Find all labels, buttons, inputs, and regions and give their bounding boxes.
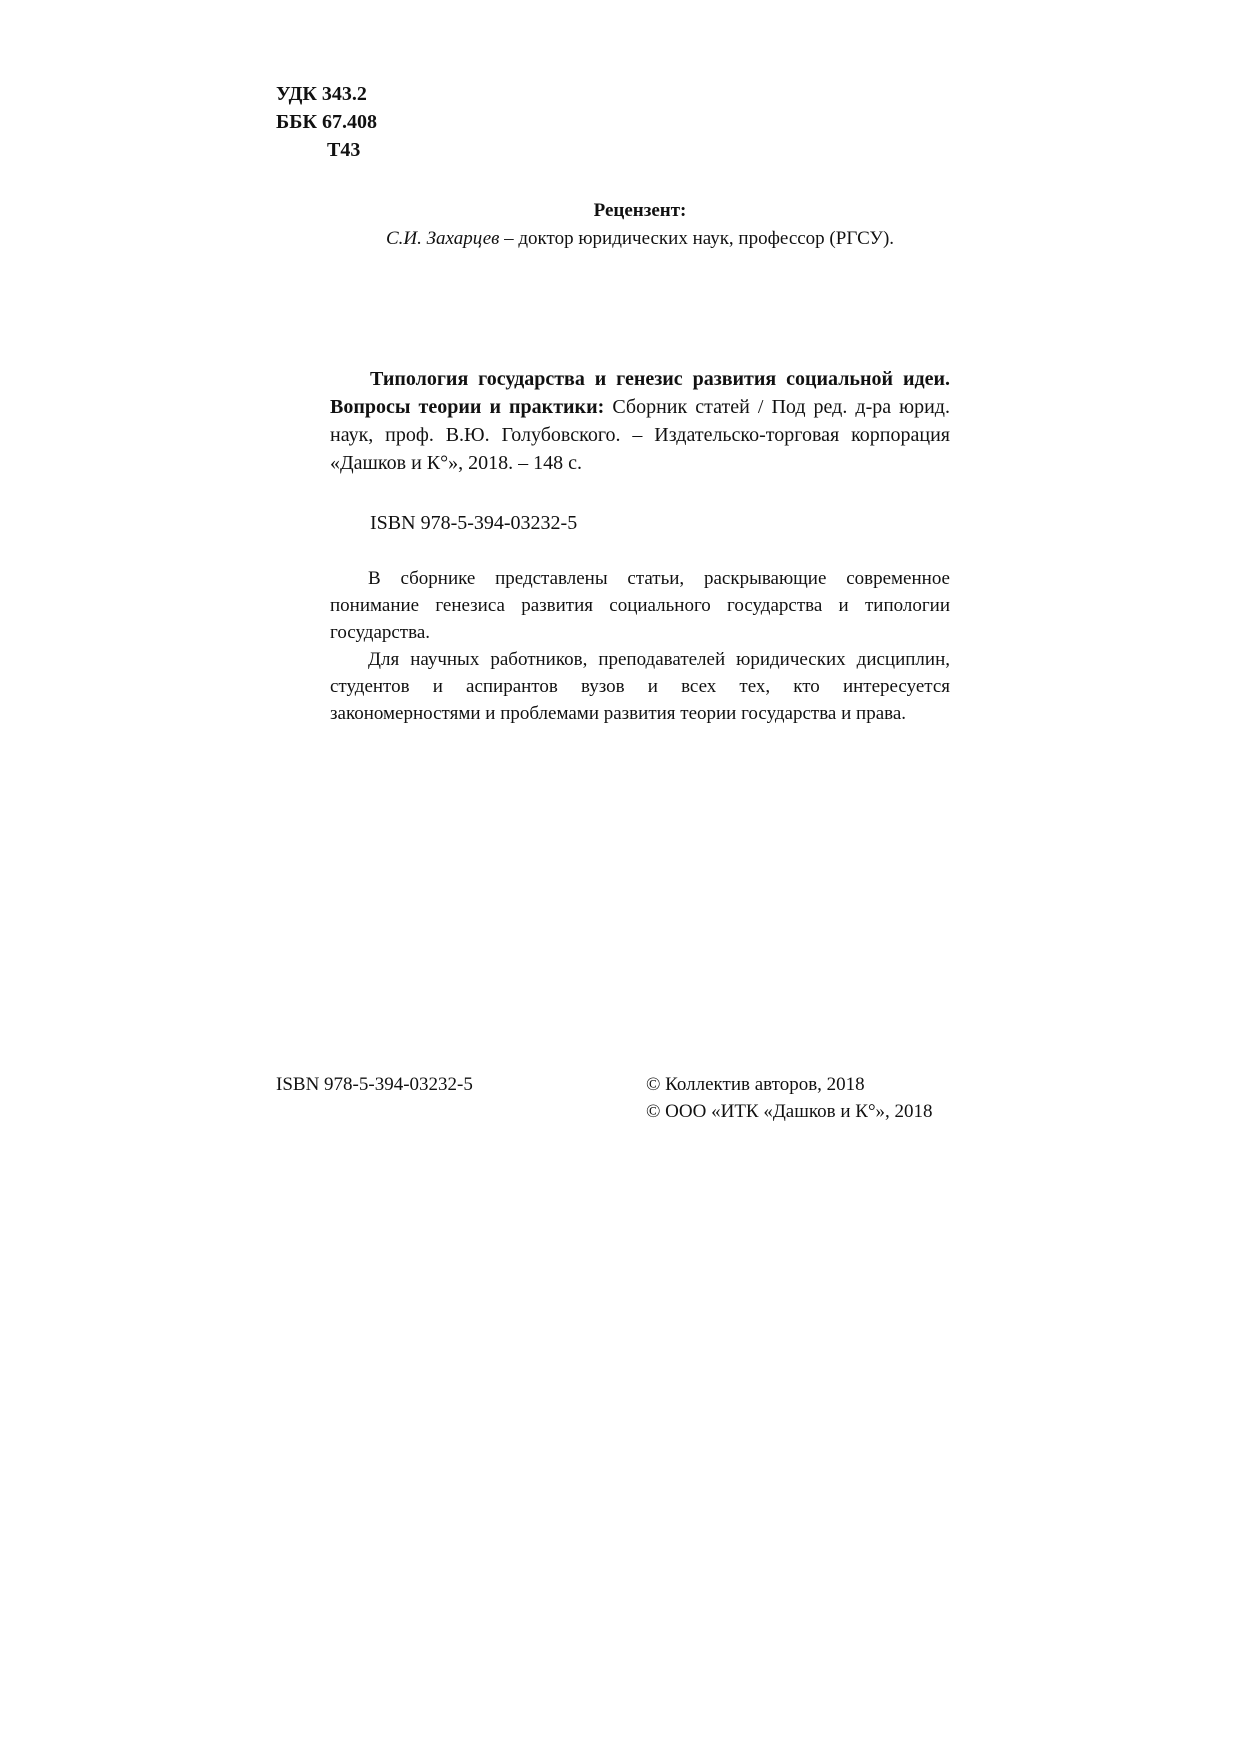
reviewer-name: С.И. Захарцев [385,228,500,249]
reviewer-description: – доктор юридических наук, профессор (РГСУ). [499,228,895,249]
author-mark: Т43 [327,139,361,161]
classification-codes [276,80,377,164]
bibliographic-description [330,365,950,477]
reviewer-label: Рецензент: [593,200,687,221]
udk-code: УДК 343.2 [276,83,367,105]
bibliographic-rest: Сборник статей / Под ред. д-ра юрид. наук, проф. В.Ю. Голубовского. – Издательско-торговая корпорация «Дашков и К°», 2018. – 148 с. [330,396,950,474]
reviewer-line [330,225,950,253]
copyright-authors: © Коллектив авторов, 2018 [646,1074,865,1095]
isbn: ISBN 978-5-394-03232-5 [370,512,578,534]
bbk-code: ББК 67.408 [276,111,377,133]
reviewer-block [330,197,950,253]
copyright-publisher: © ООО «ИТК «Дашков и К°», 2018 [646,1101,933,1122]
annotation-paragraph: В сборнике представлены статьи, раскрывающие современное понимание генезиса развития социального государства и типологии государства. [330,568,950,643]
copyright-block [646,1071,933,1125]
annotation [330,565,950,727]
annotation-paragraph: Для научных работников, преподавателей юридических дисциплин, студентов и аспирантов вузов и всех тех, кто интересуется закономерностями и проблемами развития теории государства и права. [330,649,950,724]
book-title: Типология государства и генезис развития социальной идеи. Вопросы теории и практики: [330,368,950,418]
footer-isbn: ISBN 978-5-394-03232-5 [276,1074,473,1095]
